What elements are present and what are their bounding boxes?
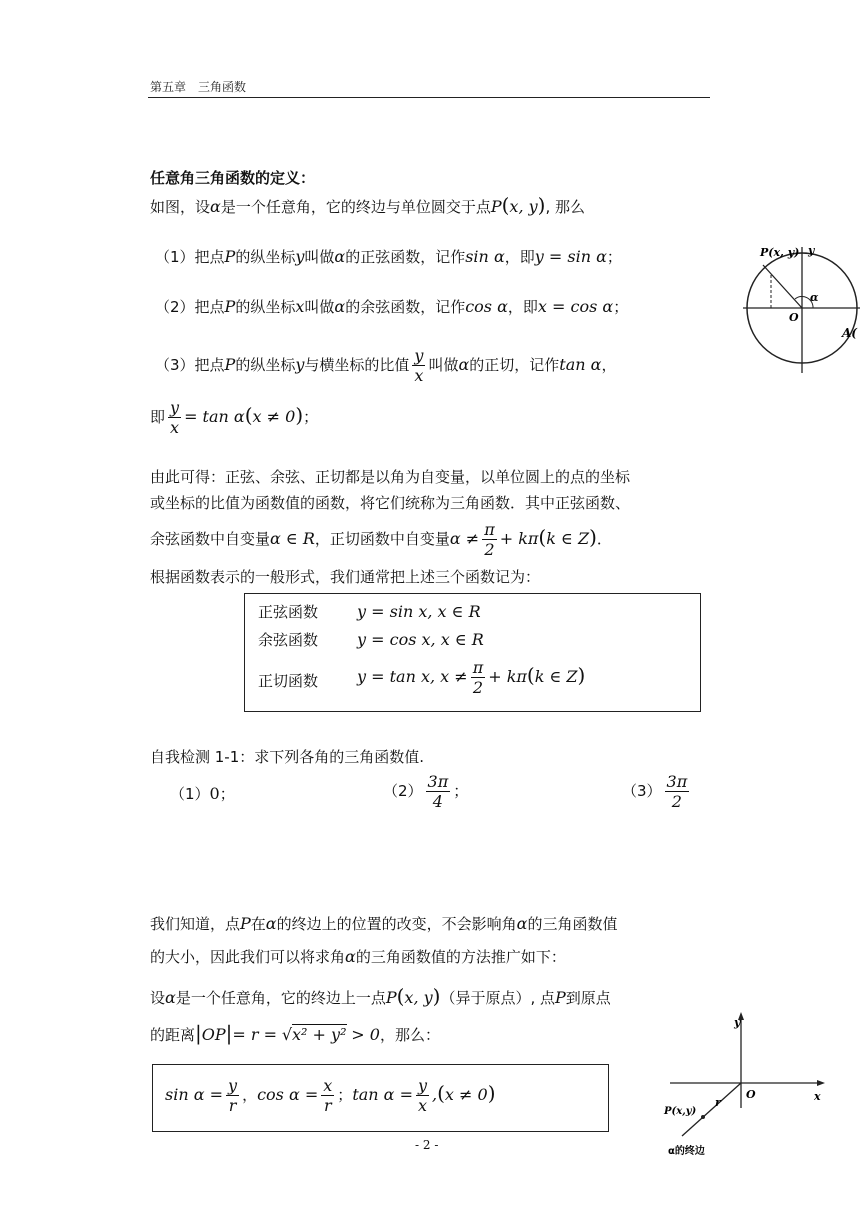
def3b-fraction xyxy=(168,398,181,437)
gen-l3p: P xyxy=(385,988,397,1007)
q1-label: （1） xyxy=(170,785,210,803)
q2-num: 3π xyxy=(427,772,449,791)
gen-l1c: 的终边上的位置的改变，不会影响角 xyxy=(276,915,517,933)
general-line-4: 的距离|OP|= r = √x² + y² > 0，那么： xyxy=(150,1021,440,1045)
box2-cos-den: r xyxy=(323,1096,332,1115)
box2-cos-num: x xyxy=(323,1076,333,1095)
summary-3e: + kπ xyxy=(499,529,539,548)
q1-value: 0 xyxy=(209,784,220,803)
gen-l4op: OP xyxy=(201,1025,226,1044)
box-tan-b: + kπ xyxy=(488,667,527,686)
def1-mid3: 的正弦函数，记作 xyxy=(345,248,466,266)
summary-3c: ，正切函数中自变量 xyxy=(314,530,450,548)
summary-num: π xyxy=(484,520,495,539)
gen-l3c: （异于原点）, 点 xyxy=(440,989,556,1007)
def3-mid4: 的正切，记作 xyxy=(469,356,560,374)
def1-mid2: 叫做 xyxy=(304,248,335,266)
q2-end: ； xyxy=(453,782,469,800)
fig1-alpha-label: α xyxy=(810,291,819,304)
box-row-sine-name: 正弦函数 xyxy=(258,603,319,621)
summary-3b: α ∈ R xyxy=(270,529,315,548)
fig2-caption: α的终边 xyxy=(668,1146,705,1157)
gen-l2b: 的三角函数值的方法推广如下： xyxy=(355,948,566,966)
definition-cosine xyxy=(155,296,628,318)
def2-eq: x = cos α xyxy=(537,297,614,316)
self-check-title: 自我检测 1-1：求下列各角的三角函数值. xyxy=(150,748,425,766)
intro-text3: , 那么 xyxy=(545,198,586,216)
def2-fn: cos α xyxy=(465,297,508,316)
summary-line-1: 由此可得：正弦、余弦、正切都是以角为自变量，以单位圆上的点的坐标 xyxy=(150,468,631,486)
def1-eq: y = sin α xyxy=(534,247,607,266)
def2-mid3: 的余弦函数，记作 xyxy=(345,298,466,316)
fig2-o-label: O xyxy=(746,1088,756,1101)
box-tan-cond: k ∈ Z xyxy=(534,667,578,686)
box-tan-num: π xyxy=(472,658,484,677)
box2-sin-fraction xyxy=(226,1076,239,1115)
def3b-num: y xyxy=(170,398,180,417)
gen-l2alpha: α xyxy=(345,947,356,966)
gen-l2a: 的大小，因此我们可以将求角 xyxy=(150,948,346,966)
box-row-tangent-name: 正切函数 xyxy=(258,672,319,690)
q2-fraction xyxy=(426,772,451,811)
gen-l4rad: x² + y² xyxy=(292,1025,347,1044)
box2-tan-cond: x ≠ 0 xyxy=(444,1085,488,1104)
fig2-p-label: P(x,y) xyxy=(664,1106,697,1117)
q3-label: （3） xyxy=(622,782,662,800)
box2-sin-den: r xyxy=(228,1096,237,1115)
box-row-cosine-formula: y = cos x, x ∈ R xyxy=(357,630,484,649)
box2-sin-num: y xyxy=(228,1076,238,1095)
general-line-1 xyxy=(150,913,617,935)
gen-l1alpha2: α xyxy=(516,914,528,933)
def2-p: P xyxy=(224,297,236,316)
box2-tan-b: , xyxy=(432,1085,438,1104)
q2-den: 4 xyxy=(432,792,443,811)
box-row-tangent-formula: y = tan x, x ≠ $\frac{\pi}{2}$ + kπ(k ∈ Z) xyxy=(357,658,586,697)
def3-alpha: α xyxy=(458,355,470,374)
terminal-side xyxy=(763,265,802,308)
gen-l3coord: x, y xyxy=(404,988,433,1007)
def3b-eq: = tan α xyxy=(184,407,245,426)
box2-tan: tan α = xyxy=(352,1085,413,1104)
fig2-point xyxy=(701,1115,705,1119)
def3-fn: tan α xyxy=(559,355,602,374)
chapter-header: 第五章 三角函数 xyxy=(150,80,247,94)
gen-l3a: 设 xyxy=(150,989,166,1007)
fig2-y-label: y xyxy=(734,1016,741,1029)
intro-coord: x, y xyxy=(509,197,538,216)
self-check-q2 xyxy=(383,772,468,811)
fig2-x-arrow xyxy=(817,1080,825,1086)
intro-line: 如图，设α是一个任意角，它的终边与单位圆交于点P(x, y), 那么 xyxy=(150,193,586,217)
box2-tan-num: y xyxy=(417,1076,428,1095)
def2-mid4: ，即 xyxy=(507,298,538,316)
fig2-x-label: x xyxy=(814,1090,821,1103)
gen-l1d: 的三角函数值 xyxy=(527,915,618,933)
summary-den: 2 xyxy=(484,540,495,559)
summary-fraction xyxy=(482,520,497,559)
q1-end: ； xyxy=(219,785,235,803)
intro-point: P xyxy=(490,197,502,216)
page-number: - 2 - xyxy=(415,1138,439,1152)
gen-l3p2: P xyxy=(555,988,566,1007)
box2-sep2: ； xyxy=(337,1086,353,1104)
section-title: 任意角三角函数的定义： xyxy=(150,169,316,187)
def1-lead: （1）把点 xyxy=(155,248,225,266)
gen-l1a: 我们知道，点 xyxy=(150,915,241,933)
definition-sine xyxy=(155,246,622,268)
def3-p: P xyxy=(224,355,236,374)
def3-mid1: 的纵坐标 xyxy=(235,356,296,374)
summary-line-3: 余弦函数中自变量α ∈ R，正切函数中自变量α ≠ $\frac{\pi}{2}$ + kπ(k ∈ Z)． xyxy=(150,520,612,559)
def2-end: ； xyxy=(613,298,629,316)
box-row-sine-formula: y = sin x, x ∈ R xyxy=(357,602,481,621)
unit-circle-figure xyxy=(735,235,860,375)
gen-l1p: P xyxy=(240,914,251,933)
summary-line-2: 或坐标的比值为函数值的函数，将它们统称为三角函数．其中正弦函数、 xyxy=(150,494,631,512)
def2-lead: （2）把点 xyxy=(155,298,225,316)
box2-cos: cos α = xyxy=(257,1085,319,1104)
def1-mid1: 的纵坐标 xyxy=(235,248,296,266)
summary-3f: k ∈ Z xyxy=(546,529,590,548)
def3-mid2: 与横坐标的比值 xyxy=(304,356,410,374)
def1-y: y xyxy=(295,247,305,266)
summary-line-4: 根据函数表示的一般形式，我们通常把上述三个函数记为： xyxy=(150,568,541,586)
general-line-2 xyxy=(150,946,566,968)
def2-mid1: 的纵坐标 xyxy=(235,298,296,316)
fig1-a-label: A( xyxy=(842,326,857,340)
def1-fn: sin α xyxy=(465,247,505,266)
q3-den: 2 xyxy=(671,792,682,811)
def2-alpha: α xyxy=(334,297,346,316)
general-angle-figure xyxy=(660,1008,830,1158)
gen-l3alpha: α xyxy=(165,988,176,1007)
self-check-q3 xyxy=(622,772,692,811)
gen-l1b: 在 xyxy=(250,915,266,933)
gen-l4c: > 0 xyxy=(351,1025,380,1044)
box2-tan-den: x xyxy=(417,1096,427,1115)
header-rule xyxy=(148,97,710,98)
self-check-q1 xyxy=(170,783,235,805)
def2-x: x xyxy=(295,297,305,316)
box2-cos-fraction xyxy=(321,1076,334,1115)
def3-num: y xyxy=(414,346,424,365)
fig1-y-label: y xyxy=(808,244,815,257)
def3b-den: x xyxy=(170,418,180,437)
summary-3d: α ≠ xyxy=(449,529,480,548)
q3-num: 3π xyxy=(666,772,688,791)
box-row-cosine-name: 余弦函数 xyxy=(258,631,319,649)
def3b-end: ； xyxy=(303,408,319,426)
fig1-p-label: P(x, y) xyxy=(760,246,800,259)
def3-lead: （3）把点 xyxy=(155,356,225,374)
definition-tangent-formula: 即 $\frac{y}{x}$ = tan α(x ≠ 0)； xyxy=(150,398,319,437)
fig2-r-label: r xyxy=(715,1096,721,1109)
gen-l1alpha: α xyxy=(265,914,277,933)
def3-den: x xyxy=(414,366,424,385)
intro-text1: 如图，设 xyxy=(150,198,211,216)
q3-fraction xyxy=(665,772,690,811)
gen-l3b: 是一个任意角，它的终边上一点 xyxy=(175,989,386,1007)
intro-text2: 是一个任意角，它的终边与单位圆交于点 xyxy=(220,198,491,216)
intro-alpha: α xyxy=(210,197,221,216)
def3-mid3: 叫做 xyxy=(428,356,459,374)
def1-end: ； xyxy=(606,248,622,266)
summary-3g: ． xyxy=(596,530,612,548)
gen-l3d: 到原点 xyxy=(565,989,611,1007)
general-formula: sin α = $\frac{y}{r}$ ，cos α = $\frac{x}{r}$ ；tan α = $\frac{y}{x}$ ,(x ≠ 0) xyxy=(165,1076,496,1115)
gen-l4a: 的距离 xyxy=(150,1026,196,1044)
gen-l4b: = r = xyxy=(232,1025,278,1044)
box-tan-a: y = tan x, x ≠ xyxy=(357,667,468,686)
box2-tan-fraction xyxy=(416,1076,429,1115)
gen-l4d: ，那么： xyxy=(379,1026,440,1044)
def3b-cond: x ≠ 0 xyxy=(252,407,296,426)
box-tan-den: 2 xyxy=(472,678,484,697)
def1-mid4: ，即 xyxy=(504,248,535,266)
definition-tangent xyxy=(155,346,616,385)
box-tan-fraction xyxy=(471,658,486,697)
fig1-o-label: O xyxy=(789,311,799,324)
box2-sep1: ， xyxy=(242,1086,258,1104)
q2-label: （2） xyxy=(383,782,423,800)
def3-fraction xyxy=(412,346,425,385)
def1-p: P xyxy=(224,247,236,266)
def3b-lead: 即 xyxy=(150,408,166,426)
def3-end: ， xyxy=(601,356,617,374)
box2-sin: sin α = xyxy=(165,1085,224,1104)
summary-3a: 余弦函数中自变量 xyxy=(150,530,271,548)
general-line-3: 设α是一个任意角，它的终边上一点P(x, y)（异于原点）, 点P到原点 xyxy=(150,984,611,1008)
def1-alpha: α xyxy=(334,247,346,266)
def2-mid2: 叫做 xyxy=(304,298,335,316)
def3-y: y xyxy=(295,355,305,374)
